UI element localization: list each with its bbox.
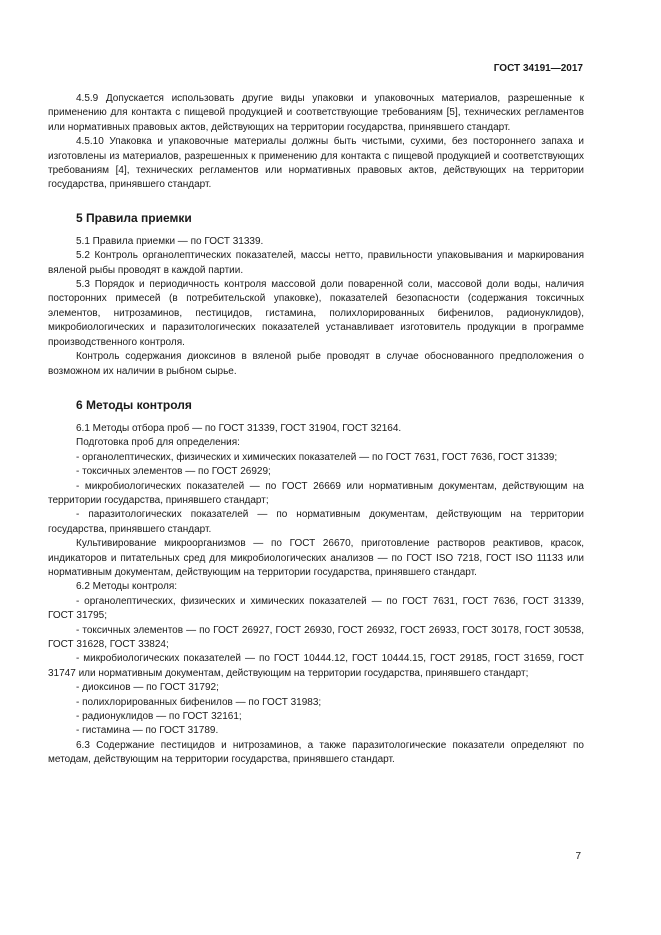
list-item: - органолептических, физических и химических показателей — по ГОСТ 7631, ГОСТ 7636, ГОСТ 31339, ГОСТ 31795; (48, 595, 584, 622)
paragraph-5-1: 5.1 Правила приемки — по ГОСТ 31339. (76, 235, 264, 247)
list-item: - токсичных элементов — по ГОСТ 26927, ГОСТ 26930, ГОСТ 26932, ГОСТ 26933, ГОСТ 30178, ГОСТ 30538, ГОСТ 31628, ГОСТ 33824; (48, 624, 584, 650)
list-item: - гистамина — по ГОСТ 31789. (76, 725, 219, 737)
list-item: - диоксинов — по ГОСТ 31792; (76, 682, 219, 694)
paragraph-5-3: 5.3 Порядок и периодичность контроля массовой доли поваренной соли, массовой доли воды, наличия посторонних примесей (в потребительской упаковке), показателей безопасности (содержания токсичных элементов, нитрозаминов, пестицидов, гистамина, полихлорированных бифенилов, радионуклидов), микробиологических и паразитологических показателей устанавливает изготовитель продукции в программе производственного контроля. (48, 279, 584, 348)
page-number: 7 (575, 851, 581, 862)
paragraph-5-4: Контроль содержания диоксинов в вяленой рыбе проводят в случае обоснованного предположения о возможном их наличии в рыбном сырье. (48, 351, 584, 377)
list-item: - микробиологических показателей — по ГОСТ 10444.12, ГОСТ 10444.15, ГОСТ 29185, ГОСТ 31659, ГОСТ 31747 или нормативным документам, действующим на территории государства, принявшего стандарт; (48, 653, 584, 679)
section-5-title: 5 Правила приемки (76, 210, 192, 225)
document-body (48, 92, 584, 768)
paragraph-5-2: 5.2 Контроль органолептических показателей, массы нетто, правильности упаковывания и маркирования вяленой рыбы проводят в каждой партии. (48, 250, 584, 276)
list-item: - органолептических, физических и химических показателей — по ГОСТ 7631, ГОСТ 7636, ГОСТ 31339; (76, 451, 558, 463)
paragraph-4-5-9: 4.5.9 Допускается использовать другие виды упаковки и упаковочных материалов, разрешенные к применению для контакта с пищевой продукцией и соответствующие требованиям [5], технических регламентов или нормативных правовых актов, действующих на территории государства, принявшего стандарт. (48, 93, 584, 133)
list-item: - микробиологических показателей — по ГОСТ 26669 или нормативным документам, действующим на территории государства, принявшего стандарт; (48, 480, 584, 506)
paragraph-6-1: 6.1 Методы отбора проб — по ГОСТ 31339, ГОСТ 31904, ГОСТ 32164. (76, 422, 402, 434)
paragraph-6-2: 6.2 Методы контроля: (76, 581, 178, 593)
section-6-title: 6 Методы контроля (76, 397, 192, 412)
list-item: - радионуклидов — по ГОСТ 32161; (76, 711, 242, 723)
paragraph-4-5-10: 4.5.10 Упаковка и упаковочные материалы должны быть чистыми, сухими, без постороннего запаха и изготовлены из материалов, разрешенных к применению для контакта с пищевой продукцией и соответствующих требованиям [4], технических регламентов или нормативных правовых актов, действующих на территории государства, принявшего стандарт. (48, 136, 584, 191)
list-item: - токсичных элементов — по ГОСТ 26929; (76, 466, 271, 478)
sample-prep-intro: Подготовка проб для определения: (76, 437, 240, 449)
document-number: ГОСТ 34191—2017 (493, 63, 583, 74)
list-item: - полихлорированных бифенилов — по ГОСТ 31983; (76, 696, 322, 708)
cultivation-paragraph: Культивирование микроорганизмов — по ГОСТ 26670, приготовление растворов реактивов, красок, индикаторов и питательных сред для микробиологических анализов — по ГОСТ ISO 7218, ГОСТ ISO 11133 или нормативным документам, действующим на территории государства, принявшего стандарт. (48, 538, 584, 578)
list-item: - паразитологических показателей — по нормативным документам, действующим на территории государства, принявшего стандарт. (48, 509, 584, 535)
paragraph-6-3: 6.3 Содержание пестицидов и нитрозаминов, а также паразитологические показатели определяют по методам, действующим на территории государства, принявшего стандарт. (48, 739, 584, 766)
